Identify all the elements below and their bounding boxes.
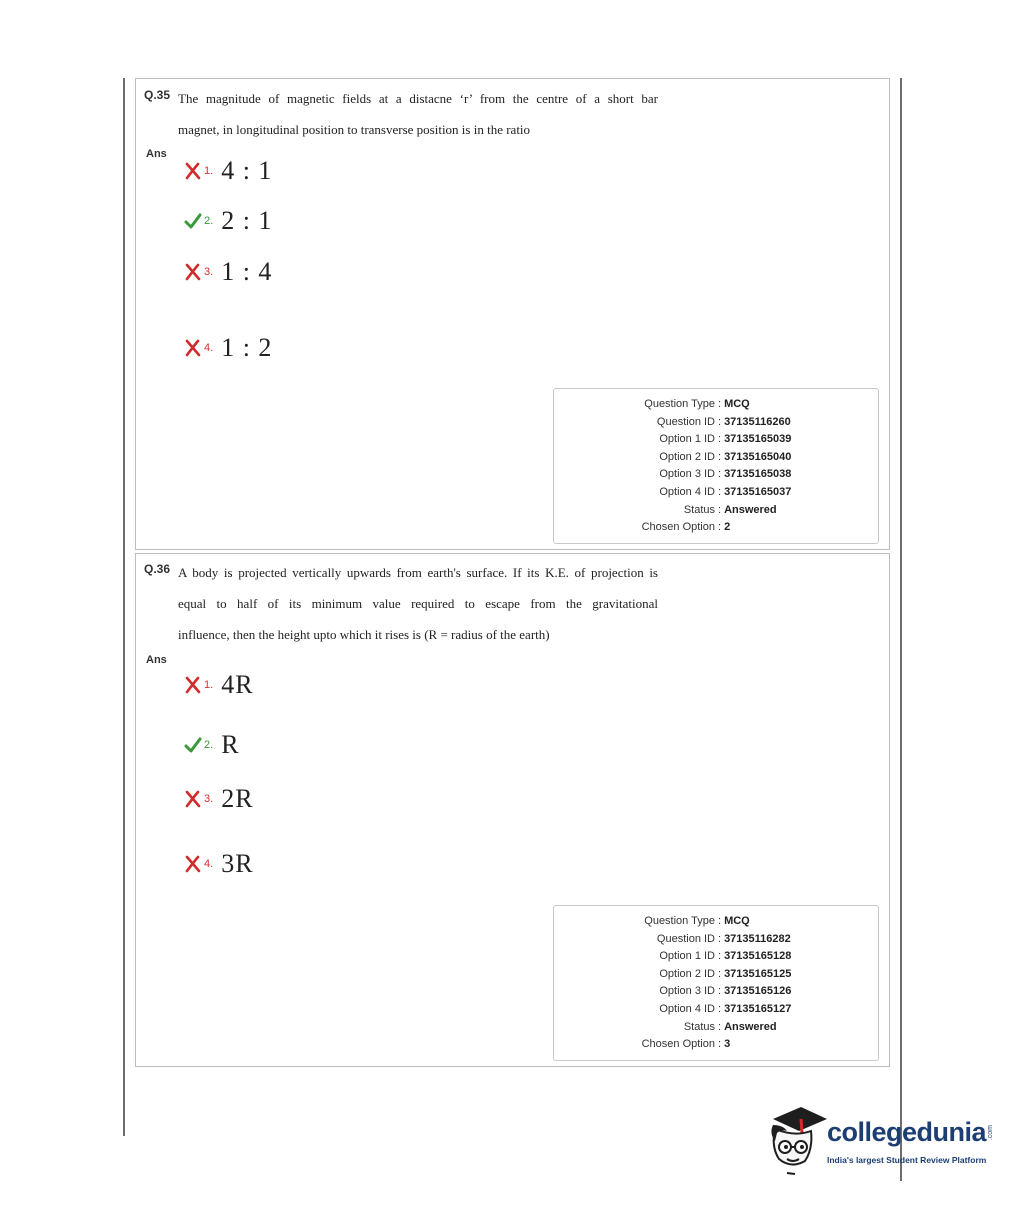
meta-key: Question Type: [644, 915, 715, 927]
option-2: [184, 206, 272, 236]
meta-value: 3: [724, 1038, 731, 1051]
question-block-35: [135, 78, 890, 550]
option-value: 4 : 1: [221, 156, 273, 185]
meta-row: Status : Answered: [554, 1019, 878, 1037]
meta-value: 37135165125: [724, 967, 792, 980]
option-number: 2.: [204, 215, 214, 227]
option-value: 4R: [221, 670, 254, 699]
meta-key: Option 1 ID: [659, 950, 715, 963]
option-4: [184, 333, 272, 363]
meta-key: Option 3 ID: [659, 985, 715, 998]
meta-key: Chosen Option: [641, 1038, 715, 1051]
meta-key: Option 3 ID: [659, 468, 715, 481]
meta-row: Option 1 ID : 37135165039: [554, 431, 878, 449]
question-meta-box: [553, 388, 879, 544]
logo-suffix: .com: [987, 1125, 994, 1141]
meta-key: Status: [683, 1020, 715, 1033]
meta-key: Option 4 ID: [659, 1002, 715, 1015]
answer-label: Ans: [146, 148, 167, 160]
meta-row: Option 4 ID : 37135165127: [554, 1001, 878, 1019]
meta-row: Status : Answered: [554, 502, 878, 520]
meta-value: Answered: [724, 1020, 777, 1033]
meta-value: 37135165127: [724, 1002, 792, 1015]
meta-key: Question Type: [644, 398, 715, 410]
meta-row: Option 2 ID : 37135165125: [554, 966, 878, 984]
option-number: 1.: [204, 679, 214, 691]
meta-value: MCQ: [724, 398, 750, 410]
meta-row: Chosen Option : 3: [554, 1036, 878, 1054]
question-text: [178, 557, 658, 650]
cross-icon: [184, 676, 202, 694]
meta-key: Option 2 ID: [659, 967, 715, 980]
option-number: 4.: [204, 858, 214, 870]
option-1: [184, 670, 254, 700]
meta-value: 37135165126: [724, 985, 792, 998]
meta-row: Question ID : 37135116260: [554, 414, 878, 432]
meta-value: 37135165040: [724, 450, 792, 463]
option-number: 1.: [204, 165, 214, 177]
cross-icon: [184, 339, 202, 357]
meta-row: Option 4 ID : 37135165037: [554, 484, 878, 502]
meta-value: 37135116260: [724, 415, 791, 428]
cross-icon: [184, 263, 202, 281]
checkmark-icon: [184, 212, 202, 230]
meta-value: 37135165038: [724, 468, 792, 481]
option-value: 2 : 1: [221, 206, 273, 235]
meta-row: Option 3 ID : 37135165038: [554, 466, 878, 484]
answer-label: Ans: [146, 654, 167, 666]
option-value: 3R: [221, 849, 254, 878]
meta-key: Option 1 ID: [659, 433, 715, 446]
option-4: [184, 849, 254, 879]
option-number: 3.: [204, 266, 214, 278]
meta-value: 37135165128: [724, 950, 792, 963]
meta-row: Question ID : 37135116282: [554, 931, 878, 949]
meta-key: Status: [683, 503, 715, 516]
option-2: [184, 730, 240, 760]
question-text-line: equal to half of its minimum value required to escape from the gravitational: [178, 596, 658, 611]
cross-icon: [184, 790, 202, 808]
meta-key: Question ID: [656, 932, 715, 945]
option-3: [184, 257, 272, 287]
option-number: 4.: [204, 342, 214, 354]
question-text-line: A body is projected vertically upwards from earth's surface. If its K.E. of projection is: [178, 565, 658, 580]
meta-row: Question Type : MCQ: [554, 913, 878, 931]
meta-value: MCQ: [724, 915, 750, 927]
page-left-border: [123, 78, 125, 1136]
option-value: R: [221, 730, 240, 759]
cross-icon: [184, 855, 202, 873]
meta-row: Option 3 ID : 37135165126: [554, 983, 878, 1001]
question-meta-box: [553, 905, 879, 1061]
question-number: Q.36: [144, 562, 171, 576]
question-text-line: influence, then the height upto which it rises is (R = radius of the earth): [178, 627, 550, 642]
mascot-icon: [765, 1103, 829, 1178]
cross-icon: [184, 162, 202, 180]
option-value: 1 : 4: [221, 257, 273, 286]
question-block-36: [135, 553, 890, 1067]
meta-row: Question Type : MCQ: [554, 396, 878, 414]
meta-value: 37135116282: [724, 932, 791, 945]
question-text-line: The magnitude of magnetic fields at a distacne ‘r’ from the centre of a short bar: [178, 91, 658, 106]
meta-value: 2: [724, 521, 731, 534]
option-number: 3.: [204, 793, 214, 805]
option-value: 2R: [221, 784, 254, 813]
meta-row: Option 1 ID : 37135165128: [554, 948, 878, 966]
question-text-line: magnet, in longitudinal position to transverse position is in the ratio: [178, 122, 531, 137]
meta-value: 37135165037: [724, 485, 792, 498]
page-right-border: [900, 78, 902, 1181]
meta-key: Option 4 ID: [659, 485, 715, 498]
meta-key: Chosen Option: [641, 521, 715, 534]
logo-tagline: India's largest Student Review Platform: [827, 1155, 987, 1165]
meta-value: 37135165039: [724, 433, 792, 446]
meta-row: Option 2 ID : 37135165040: [554, 449, 878, 467]
question-number: Q.35: [144, 88, 171, 102]
collegedunia-logo: [765, 1103, 1005, 1178]
question-text: [178, 83, 658, 145]
option-number: 2.: [204, 739, 214, 751]
option-3: [184, 784, 254, 814]
meta-key: Option 2 ID: [659, 450, 715, 463]
option-value: 1 : 2: [221, 333, 273, 362]
option-1: [184, 156, 272, 186]
meta-value: Answered: [724, 503, 777, 516]
checkmark-icon: [184, 736, 202, 754]
meta-row: Chosen Option : 2: [554, 519, 878, 537]
logo-wordmark: collegedunia: [827, 1117, 987, 1147]
meta-key: Question ID: [656, 415, 715, 428]
